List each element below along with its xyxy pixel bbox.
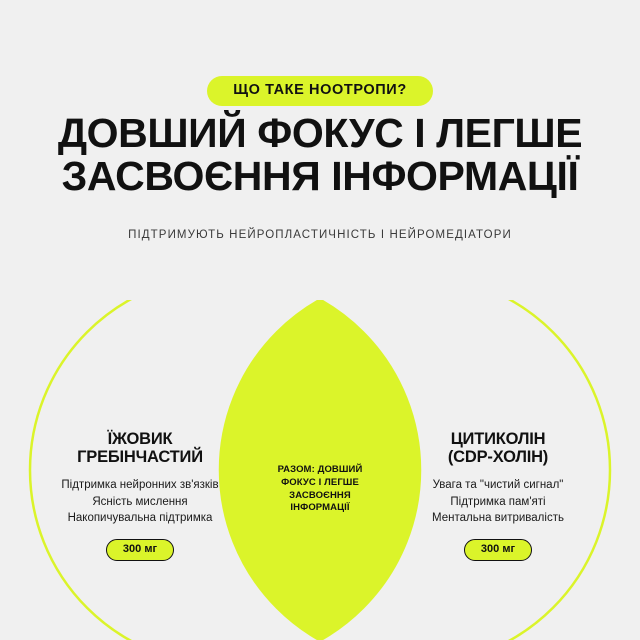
headline-line-1: ДОВШИЙ ФОКУС І ЛЕГШЕ	[57, 110, 583, 156]
venn-left-title-line-1: ЇЖОВИК	[107, 430, 173, 448]
page-title	[0, 112, 640, 199]
headline-line-2: ЗАСВОЄННЯ ІНФОРМАЦІЇ	[61, 153, 579, 200]
venn-right-title	[373, 430, 623, 467]
list-item: Підтримка пам'яті	[450, 495, 546, 508]
venn-right-title-line-1: ЦИТИКОЛІН	[450, 430, 546, 448]
overlap-line: РАЗОМ: ДОВШИЙ	[277, 464, 363, 475]
list-item: Ментальна витривалість	[432, 512, 564, 525]
overlap-line: ФОКУС І ЛЕГШЕ	[281, 476, 359, 488]
page-subtitle: ПІДТРИМУЮТЬ НЕЙРОПЛАСТИЧНІСТЬ І НЕЙРОМЕДІАТОРИ	[128, 229, 512, 241]
overlap-line: ІНФОРМАЦІЇ	[290, 502, 350, 514]
venn-left-dose-badge: 300 мг	[106, 539, 174, 561]
venn-left-title	[15, 430, 265, 467]
eyebrow-badge: ЩО ТАКЕ НООТРОПИ?	[207, 76, 433, 106]
venn-right-title-line-2: (CDP-ХОЛІН)	[447, 448, 549, 467]
venn-right-benefits	[373, 477, 623, 527]
venn-left-content	[15, 430, 265, 561]
venn-left-title-line-2: ГРЕБІНЧАСТИЙ	[77, 448, 203, 467]
venn-right-dose-badge: 300 мг	[464, 539, 532, 561]
venn-right-content	[373, 430, 623, 561]
list-item: Увага та "чистий сигнал"	[432, 478, 564, 491]
overlap-line: ЗАСВОЄННЯ	[289, 489, 351, 501]
venn-overlap-text	[255, 464, 385, 515]
eyebrow-badge-container	[0, 76, 640, 106]
list-item: Накопичувальна підтримка	[67, 512, 213, 525]
list-item: Ясність мислення	[92, 495, 188, 508]
list-item: Підтримка нейронних зв'язків	[61, 478, 219, 491]
venn-left-benefits	[15, 477, 265, 527]
